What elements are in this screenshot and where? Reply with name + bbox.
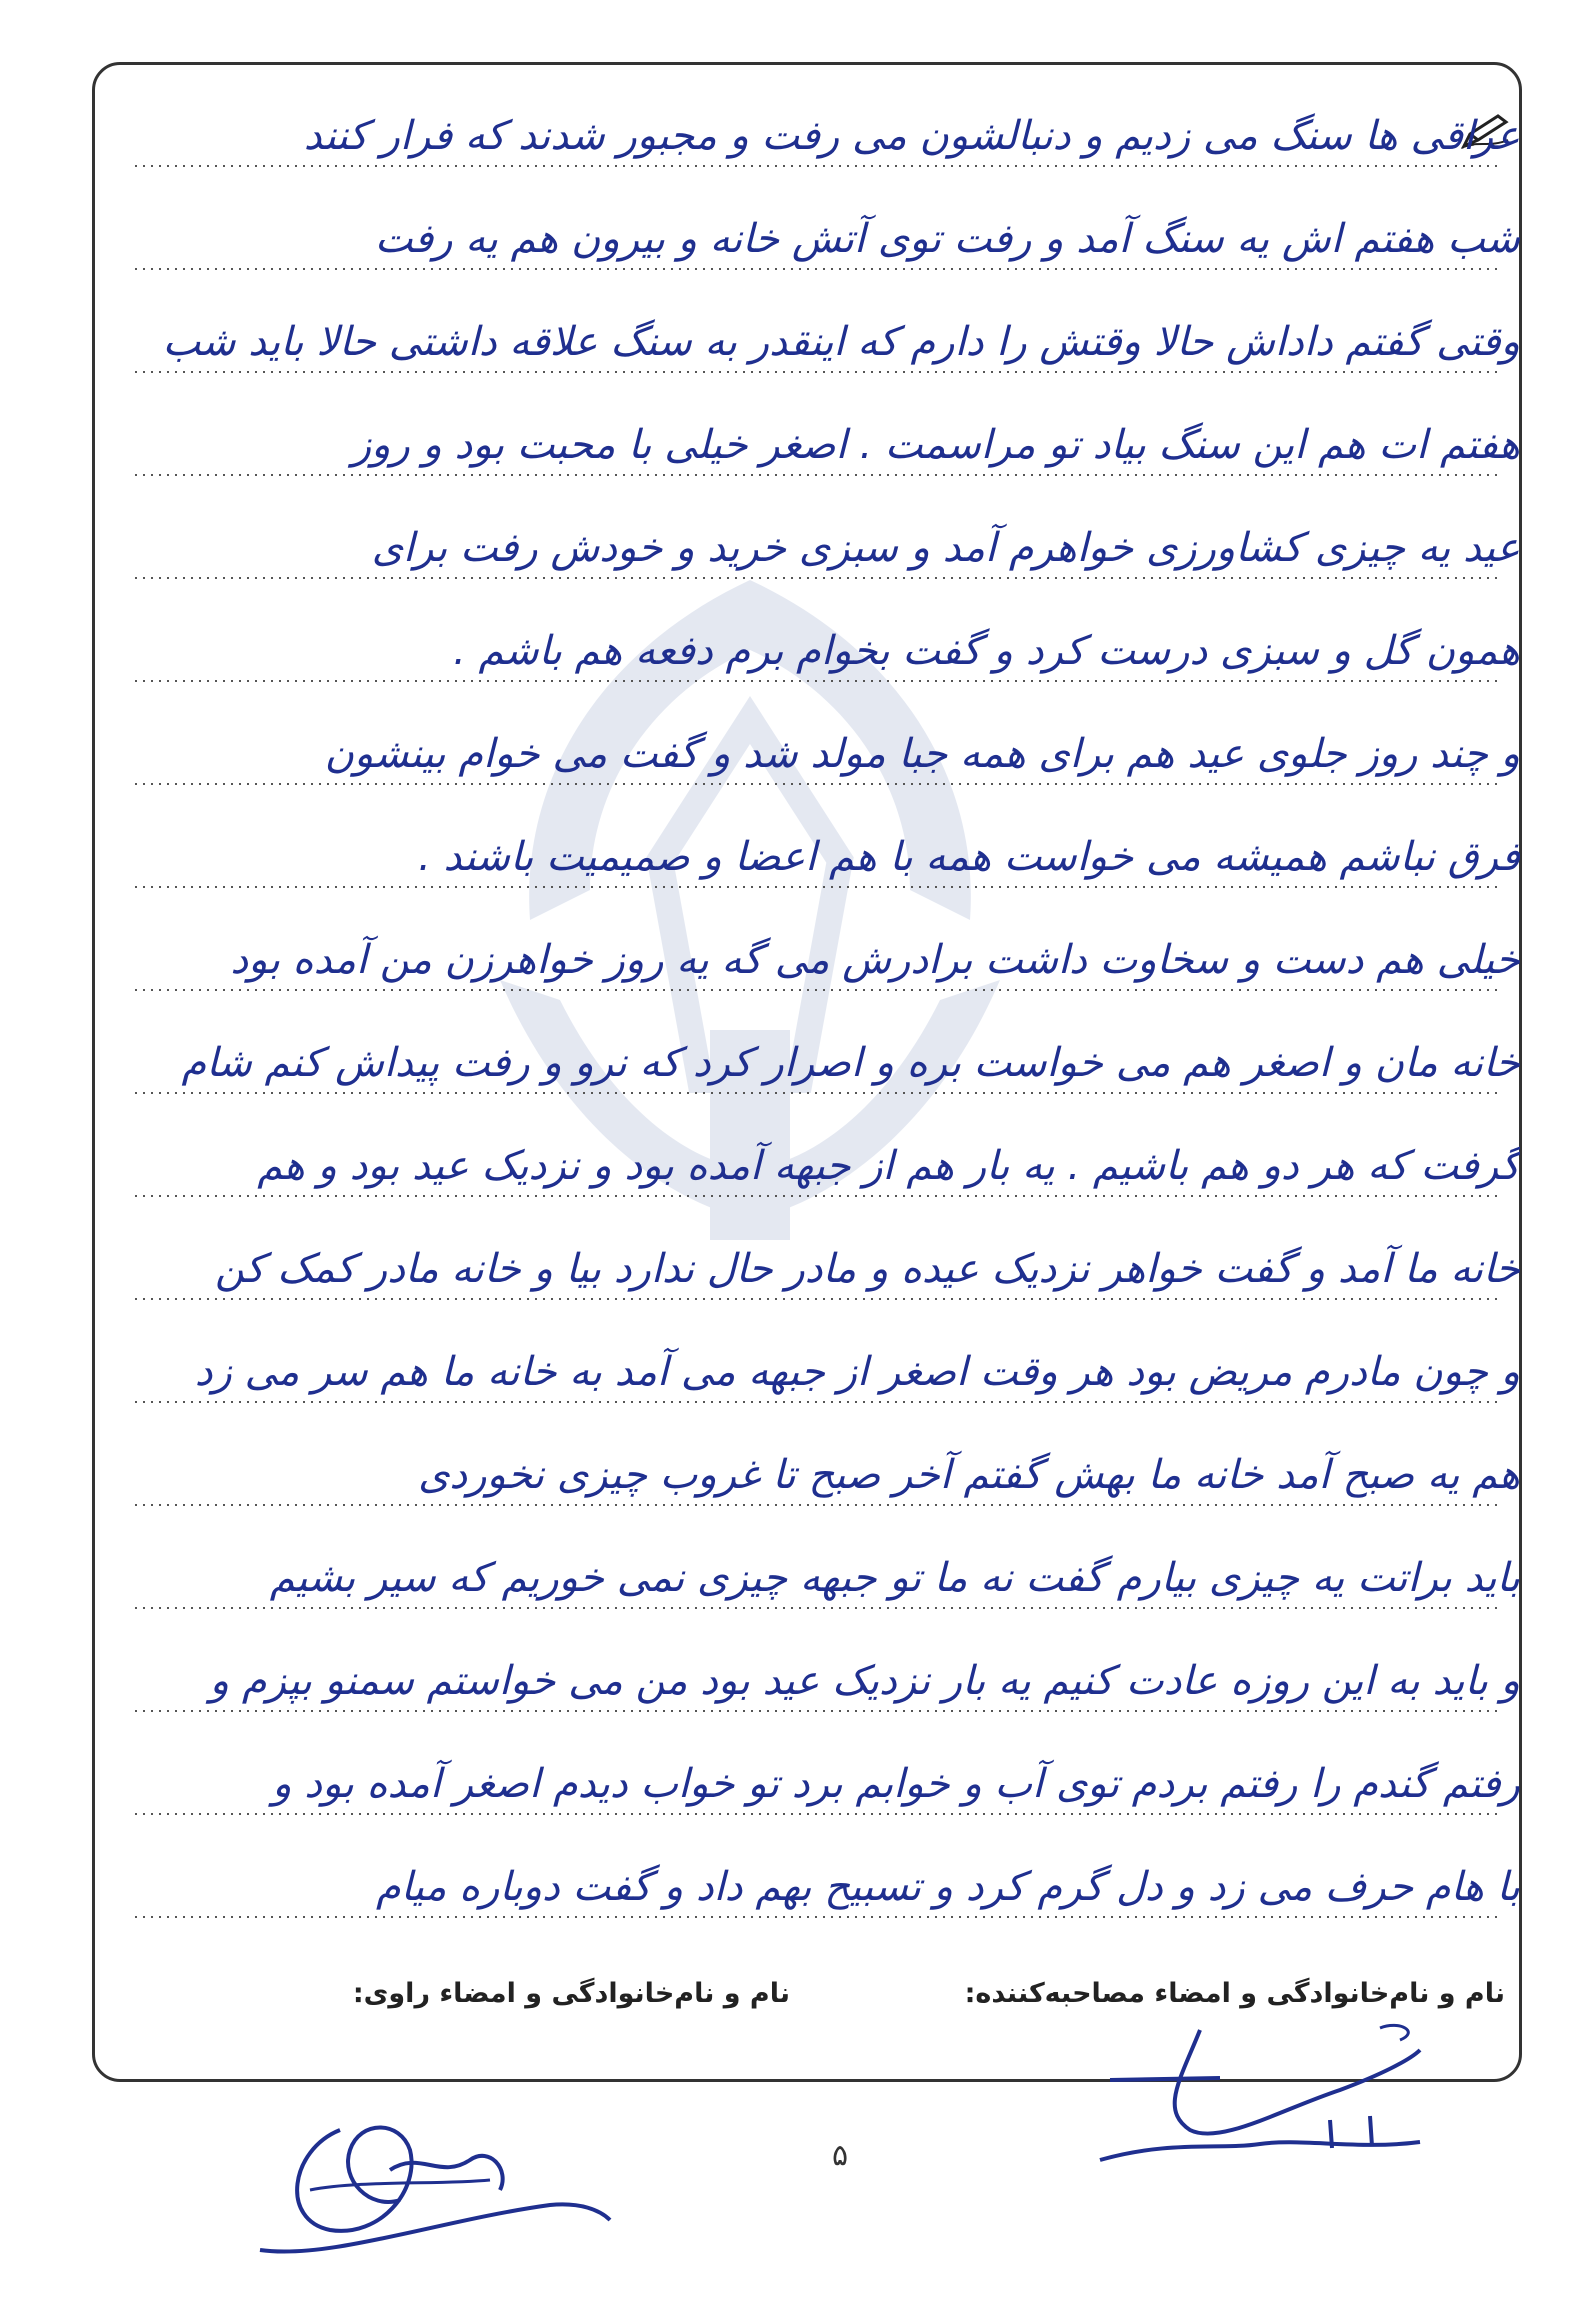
interviewer-signature — [1080, 2020, 1440, 2170]
text-line: خانه ما آمد و گفت خواهر نزدیک عیده و مادر حال ندارد بیا و خانه مادر کمک کن — [215, 1246, 1520, 1292]
narrator-signature — [240, 2110, 620, 2260]
text-line: فرق نباشم همیشه می خواست همه با هم اعضا و صمیمیت باشند . — [418, 834, 1520, 880]
text-line: و باید به این روزه عادت کنیم یه بار نزدیک عید بود من می خواستم سمنو بپزم و — [209, 1658, 1520, 1704]
text-line: وقتی گفتم داداش حالا وقتش را دارم که اینقدر به سنگ علاقه داشتی حالا باید شب — [162, 319, 1520, 365]
text-line: عید یه چیزی کشاورزی خواهرم آمد و سبزی خرید و خودش رفت برای — [371, 525, 1520, 571]
text-line: با هام حرف می زد و دل گرم کرد و تسبیح بهم داد و گفت دوباره میام — [375, 1864, 1520, 1910]
text-line: هم یه صبح آمد خانه ما بهش گفتم آخر صبح تا غروب چیزی نخوردی — [418, 1452, 1520, 1498]
text-line: رفتم گندم را رفتم بردم توی آب و خوابم برد تو خواب دیدم اصغر آمده بود و — [272, 1761, 1520, 1807]
text-line: عراقی ها سنگ می زدیم و دنبالشون می رفت و مجبور شدند که فرار کنند — [303, 113, 1520, 159]
text-line: باید براتت یه چیزی بیارم گفت نه ما تو جبهه چیزی نمی خوریم که سیر بشیم — [269, 1555, 1520, 1601]
narrator-signature-label: نام و نام‌خانوادگی و امضاء راوی: — [352, 1978, 790, 2009]
text-line: و چون مادرم مریض بود هر وقت اصغر از جبهه می آمد به خانه ما هم سر می زد — [194, 1349, 1520, 1395]
text-line: و چند روز جلوی عید هم برای همه جبا مولد شد و گفت می خوام بینشون — [324, 731, 1520, 777]
page-number: ۵ — [831, 2138, 849, 2173]
interviewer-signature-label: نام و نام‌خانوادگی و امضاء مصاحبه‌کننده: — [964, 1978, 1505, 2009]
text-line: خیلی هم دست و سخاوت داشت برادرش می گه یه روز خواهرزن من آمده بود — [230, 937, 1520, 983]
text-line: همون گل و سبزی درست کرد و گفت بخوام برم دفعه هم باشم . — [453, 628, 1520, 674]
text-line: خانه مان و اصغر هم می خواست بره و اصرار کرد که نرو و رفت پیداش کنم شام — [181, 1040, 1520, 1086]
text-line: شب هفتم اش یه سنگ آمد و رفت توی آتش خانه و بیرون هم یه رفت — [374, 216, 1520, 262]
text-line: هفتم ات هم این سنگ بیاد تو مراسمت . اصغر خیلی با محبت بود و روز — [351, 422, 1520, 468]
text-line: گرفت که هر دو هم باشیم . یه بار هم از جبهه آمده بود و نزدیک عید بود و هم — [257, 1143, 1520, 1189]
